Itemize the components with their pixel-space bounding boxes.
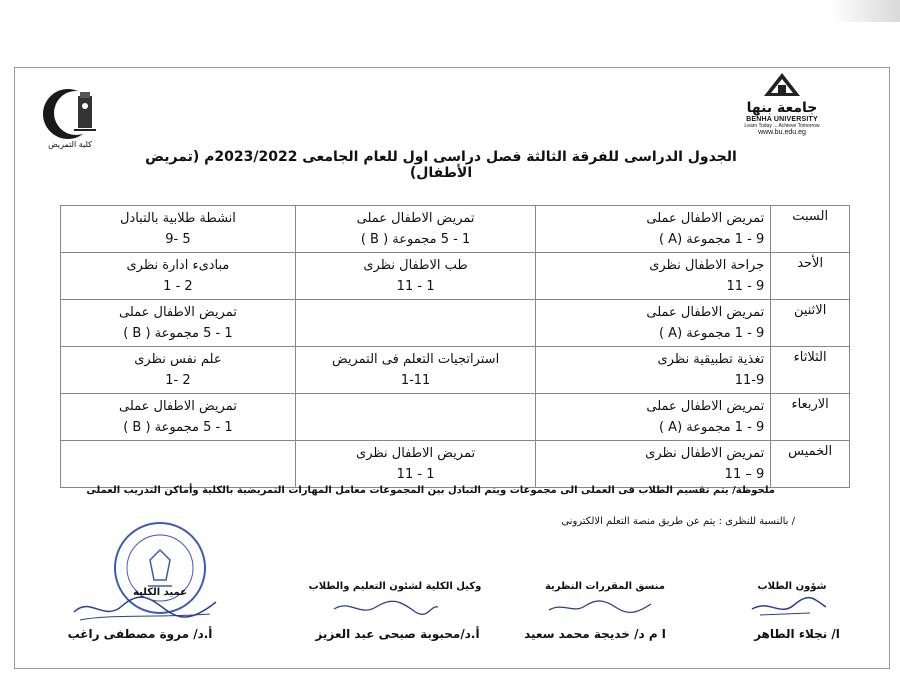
university-emblem-icon (762, 72, 802, 98)
signature-theory-coordinator (545, 596, 655, 620)
course-name: مبادىء ادارة نظرى (126, 258, 230, 273)
university-name-en: BENHA UNIVERSITY (746, 116, 818, 123)
course-time: 1 - 11 (396, 279, 435, 294)
university-name-ar: جامعة بنها (746, 100, 818, 116)
slot-cell (61, 206, 296, 253)
course-name: علم نفس نظرى (134, 352, 222, 367)
course-name: تمريض الاطفال نظرى (356, 446, 476, 461)
course-time: 5 -9 (165, 232, 191, 247)
schedule-table (60, 205, 850, 488)
page-title: الجدول الدراسى للفرقة الثالثة فصل دراسى اول للعام الجامعى 2023/2022م (تمريض الأطفال) (145, 149, 737, 181)
course-name: تمريض الاطفال نظرى (645, 446, 765, 461)
course-name: تمريض الاطفال عملى (646, 211, 765, 226)
schedule-row (61, 347, 850, 394)
slot-cell (536, 253, 771, 300)
course-name: تمريض الاطفال عملى (118, 399, 237, 414)
course-time: 9 – 11 (724, 467, 765, 482)
schedule-row (61, 206, 850, 253)
benha-university-logo (734, 72, 830, 152)
course-name: جراحة الاطفال نظرى (649, 258, 765, 273)
signature-student-affairs (750, 595, 830, 621)
schedule-row (61, 253, 850, 300)
course-name: تمريض الاطفال عملى (118, 305, 237, 320)
schedule-row (61, 394, 850, 441)
schedule-row (61, 300, 850, 347)
course-time: 9 - 1 مجموعة (A ) (658, 420, 765, 435)
scan-edge-shadow (830, 0, 900, 22)
course-time: 2 -1 (165, 373, 191, 388)
day-cell: الثلاثاء (771, 347, 850, 394)
schedule-row (61, 441, 850, 488)
slot-cell (295, 394, 535, 441)
signature-name-dean: أ.د/ مروة مصطفى راغب (67, 627, 213, 641)
slot-cell (61, 441, 296, 488)
course-name: تمريض الاطفال عملى (646, 305, 765, 320)
nursing-faculty-logo (34, 86, 112, 146)
course-time: 9 - 1 مجموعة (A ) (658, 326, 765, 341)
signature-vice-dean (330, 597, 440, 621)
signature-name-vice-dean: أ.د/محبوبة صبحى عبد العزيز (315, 627, 480, 641)
slot-cell (295, 441, 535, 488)
university-url: www.bu.edu.eg (758, 129, 806, 136)
day-cell: الاربعاء (771, 394, 850, 441)
signature-name-theory-coordinator: ا م د/ خديجة محمد سعيد (524, 627, 666, 641)
course-time: 1 - 5 مجموعة ( B ) (123, 420, 233, 435)
course-time: 1 - 11 (396, 467, 435, 482)
signature-dean (70, 592, 220, 626)
slot-cell (536, 300, 771, 347)
signature-title-vice-dean: وكيل الكلية لشئون التعليم والطلاب (308, 581, 482, 592)
course-name: تمريض الاطفال عملى (356, 211, 475, 226)
slot-cell (295, 206, 535, 253)
signature-title-student-affairs: شؤون الطلاب (757, 581, 827, 592)
day-cell: الخميس (771, 441, 850, 488)
note-practical: ملحوظة/ يتم تقسيم الطلاب فى العملى الى مجموعات ويتم التبادل بين المجموعات معامل المهارات التمريضية بالكلية وأماكن التدريب العملى (86, 485, 775, 496)
slot-cell (295, 253, 535, 300)
course-time: 1-11 (400, 373, 431, 388)
course-name: تمريض الاطفال عملى (646, 399, 765, 414)
day-cell: الأحد (771, 253, 850, 300)
course-time: 9 - 11 (726, 279, 765, 294)
day-cell: السبت (771, 206, 850, 253)
signature-title-theory-coordinator: منسق المقررات النظرية (544, 581, 665, 592)
slot-cell (61, 347, 296, 394)
course-time: 2 - 1 (163, 279, 193, 294)
course-name: طب الاطفال نظرى (363, 258, 468, 273)
course-name: انشطة طلابية بالتبادل (119, 211, 236, 226)
college-caption: كلية التمريض (48, 140, 92, 149)
university-tagline: Learn Today ... Achieve Tomorrow (744, 123, 820, 129)
course-name: استراتجيات التعلم فى التمريض (331, 352, 500, 367)
slot-cell (61, 300, 296, 347)
slot-cell (536, 394, 771, 441)
note-theory: / بالنسبة للنظرى : يتم عن طريق منصة التعلم الالكترونى (561, 516, 795, 527)
slot-cell (61, 394, 296, 441)
course-name: تغذية تطبيقية نظرى (657, 352, 765, 367)
signature-title-dean: عميد الكلية (132, 587, 188, 598)
slot-cell (295, 347, 535, 394)
course-time: 9 - 1 مجموعة (A ) (658, 232, 765, 247)
signature-name-student-affairs: ا/ نجلاء الطاهر (754, 627, 840, 641)
course-time: 1 - 5 مجموعة ( B ) (360, 232, 471, 247)
slot-cell (536, 206, 771, 253)
slot-cell (536, 347, 771, 394)
slot-cell (536, 441, 771, 488)
day-cell: الاثنين (771, 300, 850, 347)
course-time: 1 - 5 مجموعة ( B ) (123, 326, 233, 341)
course-time: 11-9 (734, 373, 765, 388)
slot-cell (295, 300, 535, 347)
slot-cell (61, 253, 296, 300)
